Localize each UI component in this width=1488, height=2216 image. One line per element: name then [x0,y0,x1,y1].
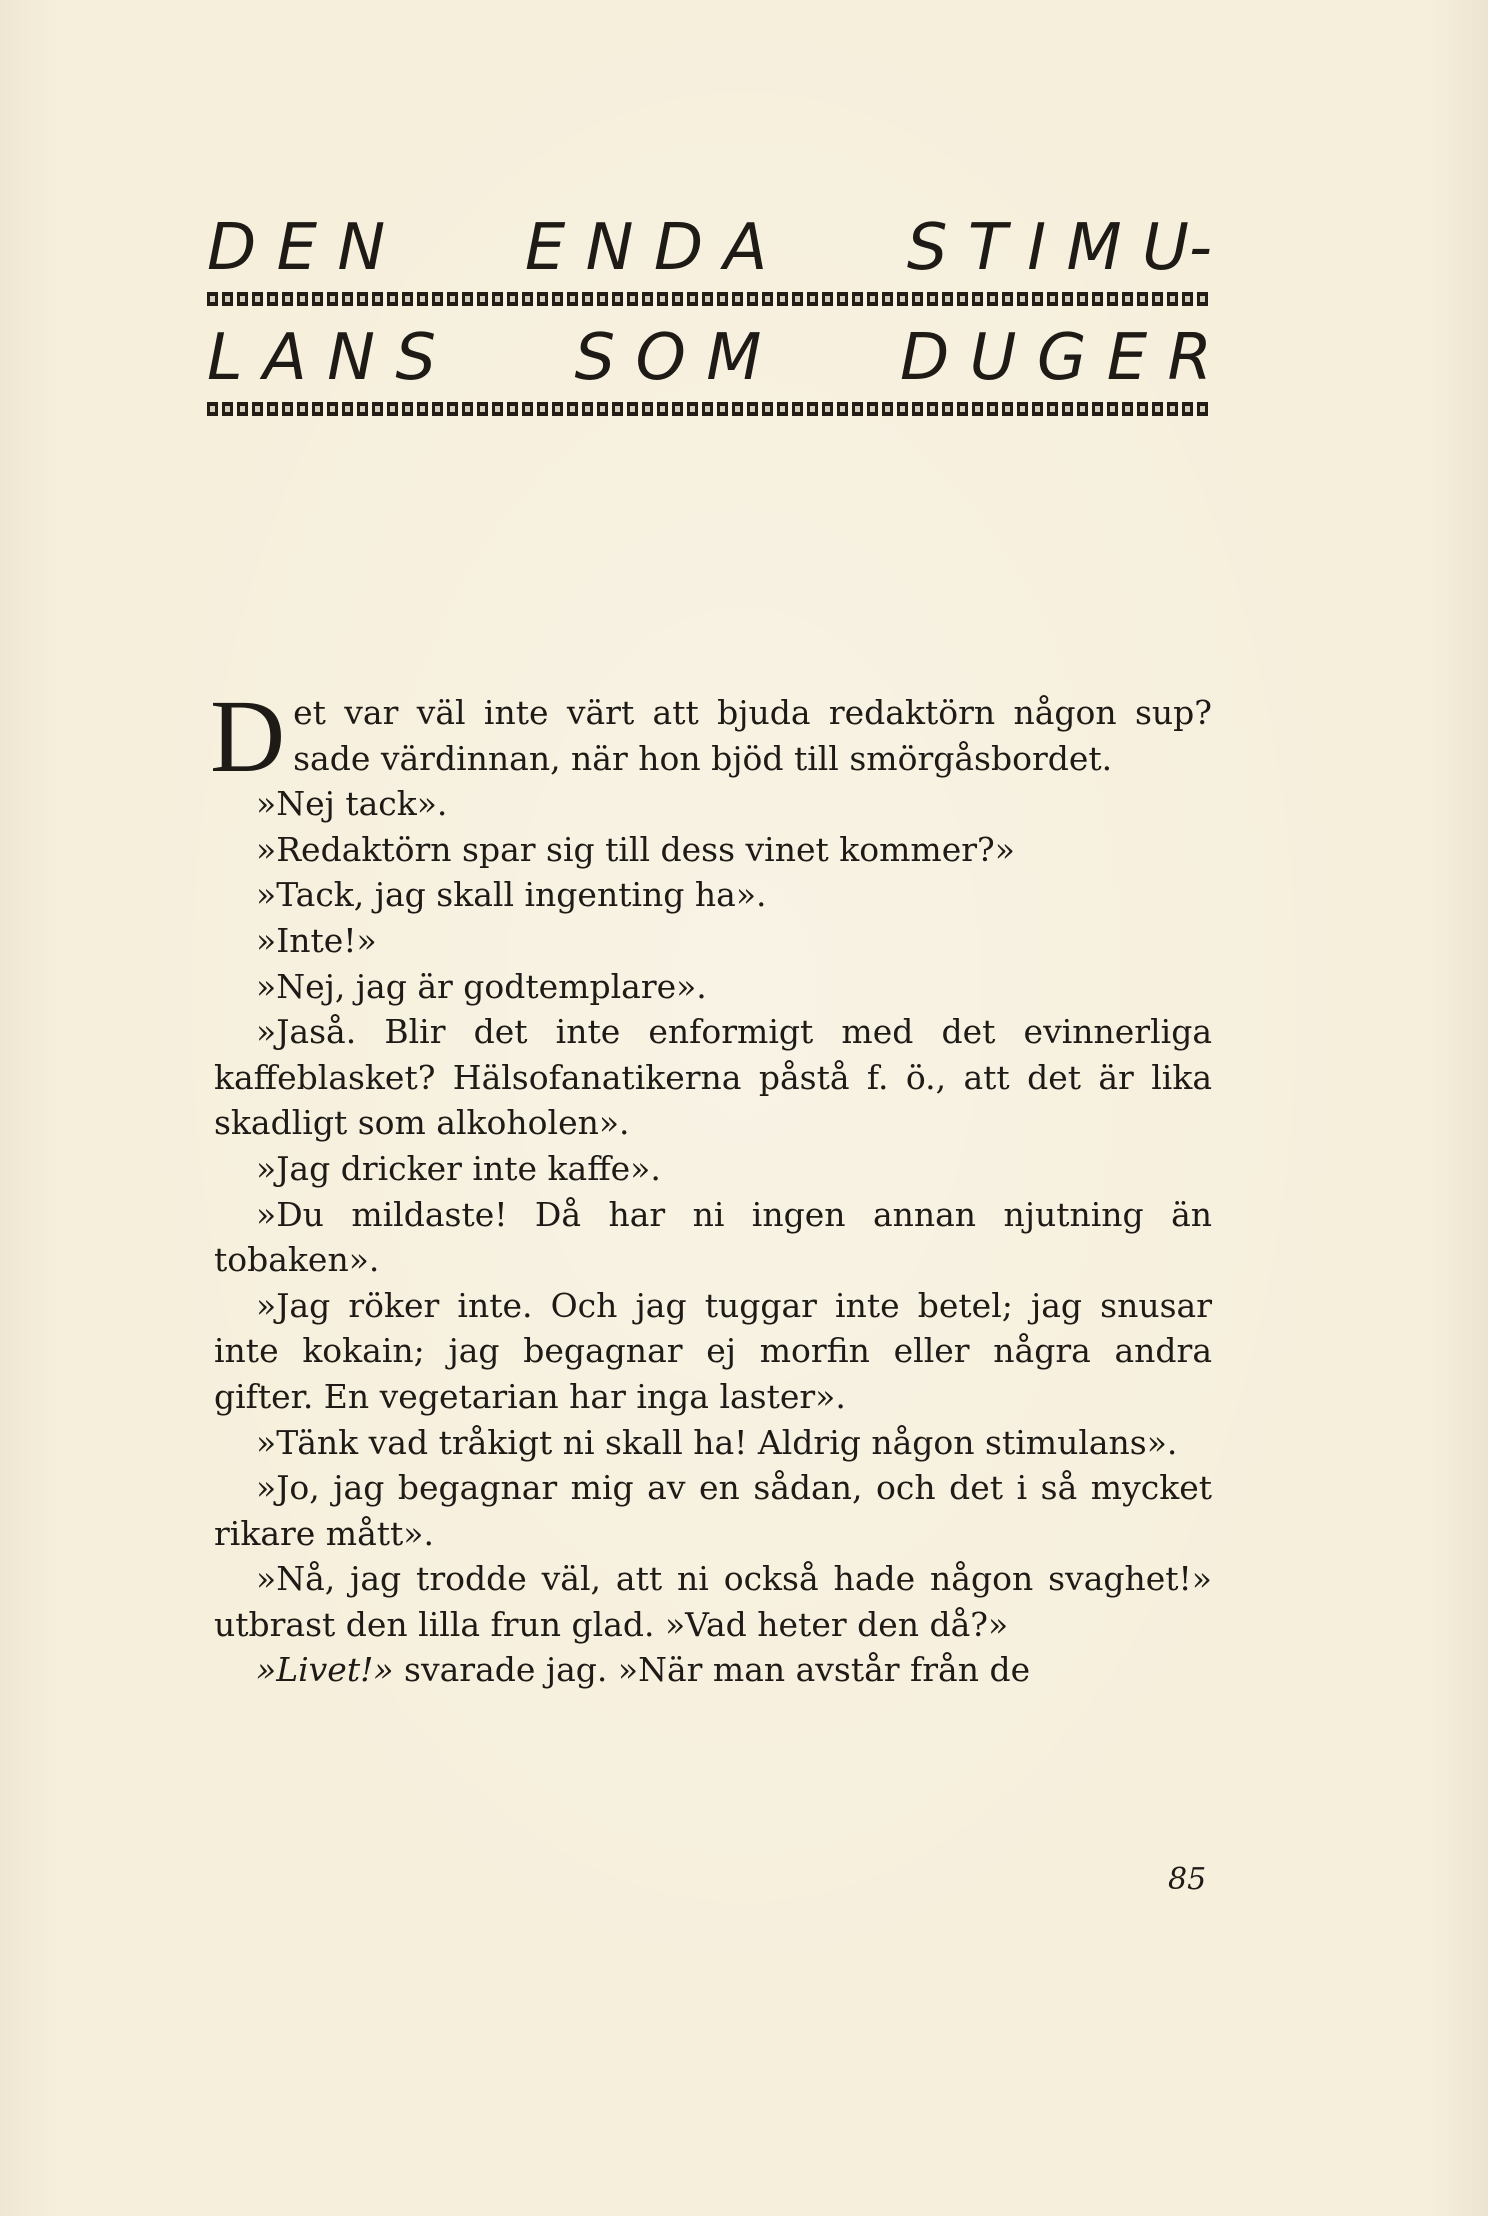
title-word: D E N [207,211,386,285]
paragraph: »Tack, jag skall ingenting ha». [256,875,767,915]
paragraph: »Tänk vad tråkigt ni skall ha! Aldrig någon stimulans». [256,1422,1178,1462]
chapter-title [207,208,1212,428]
page-number: 85 [1168,1862,1207,1897]
title-line-1 [207,208,1212,288]
ornament-rule [207,402,1212,416]
paragraph: »Livet!» svarade jag. »När man avstår från de [256,1650,1031,1690]
paragraph: »Inte!» [256,920,377,960]
paragraph: »Nå, jag trodde väl, att ni också hade någon svaghet!» utbrast den lilla frun glad. »Vad heter den då?» [214,1559,1212,1644]
drop-cap: D [210,679,286,794]
body-text [210,679,1212,1693]
paragraph: »Nej tack». [256,784,448,824]
paragraph: »Nej, jag är godtemplare». [256,966,707,1006]
title-word: S T I M U- [906,211,1212,285]
paragraph: »Du mildaste! Då har ni ingen annan njutning än tobaken». [214,1194,1212,1280]
paragraph: »Redaktörn spar sig till dess vinet kommer?» [256,829,1015,869]
title-word: S O M [574,321,762,395]
title-word: D U G E R [900,321,1212,395]
paragraph: »Jag dricker inte kaffe». [256,1148,661,1188]
title-word: E N D A [524,211,768,285]
title-word: L A N S [207,321,436,395]
paragraph: »Jo, jag begagnar mig av en sådan, och det i så mycket rikare mått». [214,1468,1212,1553]
paragraph: »Jaså. Blir det inte enformigt med det evinnerliga kaffeblasket? Hälsofanatikerna påstå f. ö., att det är lika skadligt som alkoholen». [214,1012,1212,1143]
ornament-rule [207,292,1212,306]
paragraph: »Jag röker inte. Och jag tuggar inte betel; jag snusar inte kokain; jag begagnar ej morfin eller några andra gifter. En vegetarian har inga laster». [214,1285,1212,1416]
italic-lead: »Livet!» [256,1650,394,1690]
paragraph: Det var väl inte värt att bjuda redaktörn någon sup? sade värdinnan, när hon bjöd till smörgåsbordet. [210,679,1212,794]
title-line-2 [207,318,1212,398]
